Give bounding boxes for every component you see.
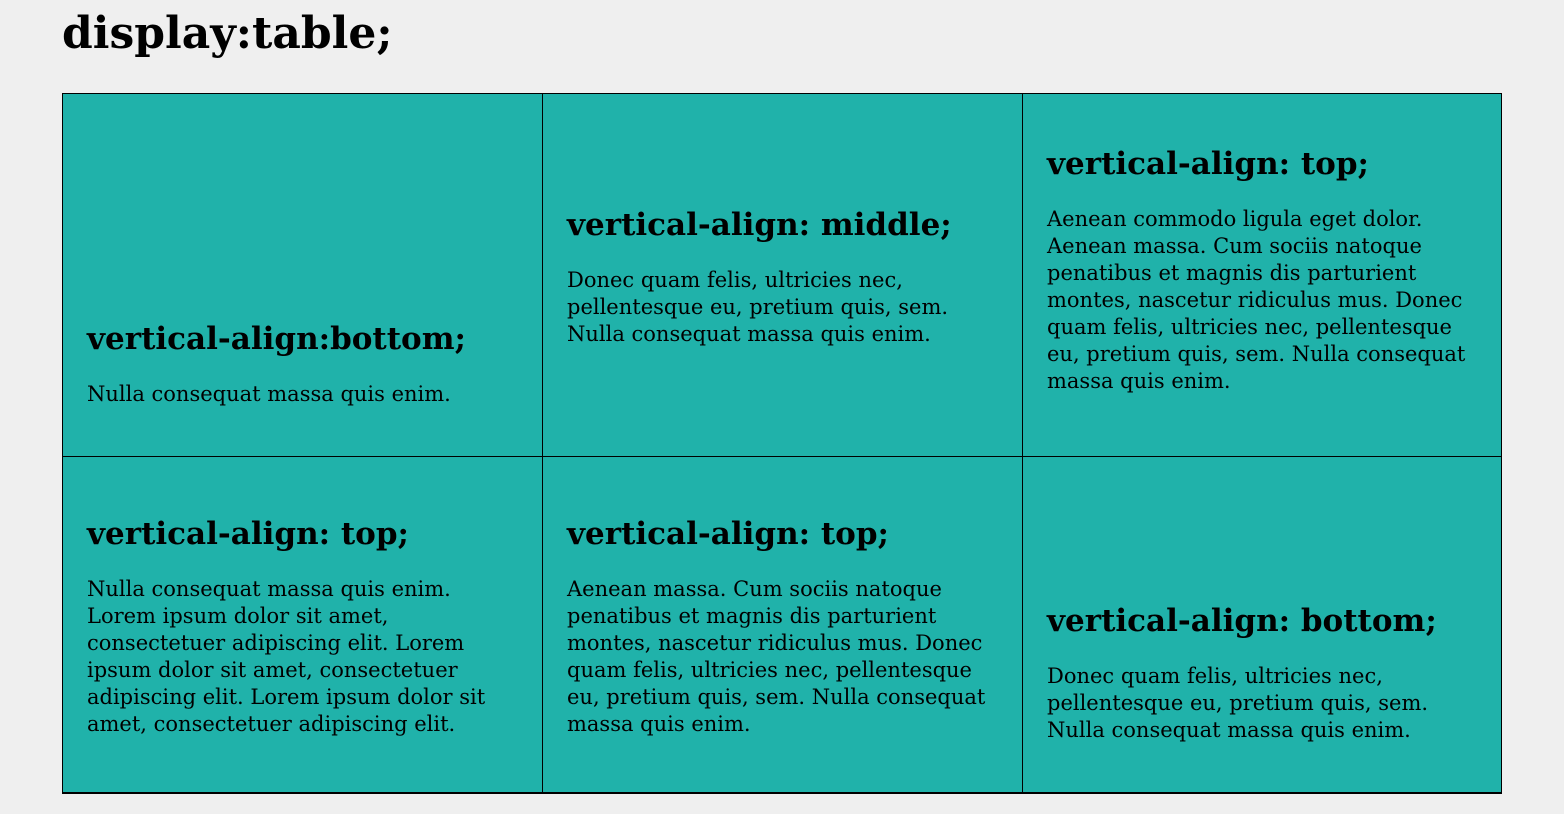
cell-body-text: Nulla consequat massa quis enim. [87,382,451,406]
cell-heading: vertical-align:bottom; [87,321,466,357]
cell-heading: vertical-align: top; [87,516,409,552]
table-cell-top-1 [1023,94,1501,456]
page-title: display:table; [62,8,393,59]
cell-heading: vertical-align: top; [567,516,889,552]
cell-body-text: Aenean massa. Cum sociis natoque penatibus et magnis dis parturient montes, nascetur ridiculus mus. Donec quam felis, ultricies nec, pellentesque eu, pretium quis, sem. Nulla consequat massa quis enim. [567,577,986,736]
cell-heading: vertical-align: bottom; [1047,603,1437,639]
table-cell-bottom-2 [1023,457,1501,792]
cell-body-text: Nulla consequat massa quis enim. Lorem ipsum dolor sit amet, consectetuer adipiscing elit. Lorem ipsum dolor sit amet, consectetuer adipiscing elit. Lorem ipsum dolor sit amet, consectetuer adipiscing elit. [87,577,486,736]
cell-heading: vertical-align: middle; [567,206,952,243]
table-grid [62,93,1502,794]
table-cell-top-2 [63,457,542,792]
table-cell-middle [543,94,1022,456]
cell-body-text: Donec quam felis, ultricies nec, pellentesque eu, pretium quis, sem. Nulla consequat massa quis enim. [567,267,949,346]
cell-body-text: Aenean commodo ligula eget dolor. Aenean massa. Cum sociis natoque penatibus et magnis dis parturient montes, nascetur ridiculus mus. Donec quam felis, ultricies nec, pellentesque eu, pretium quis, sem. Nulla consequat massa quis enim. [1047,207,1466,393]
cell-body-text: Donec quam felis, ultricies nec, pellentesque eu, pretium quis, sem. Nulla consequat massa quis enim. [1047,664,1429,742]
table-cell-top-3 [543,457,1022,792]
cell-heading: vertical-align: top; [1047,146,1369,182]
table-cell-bottom-1 [63,94,542,456]
